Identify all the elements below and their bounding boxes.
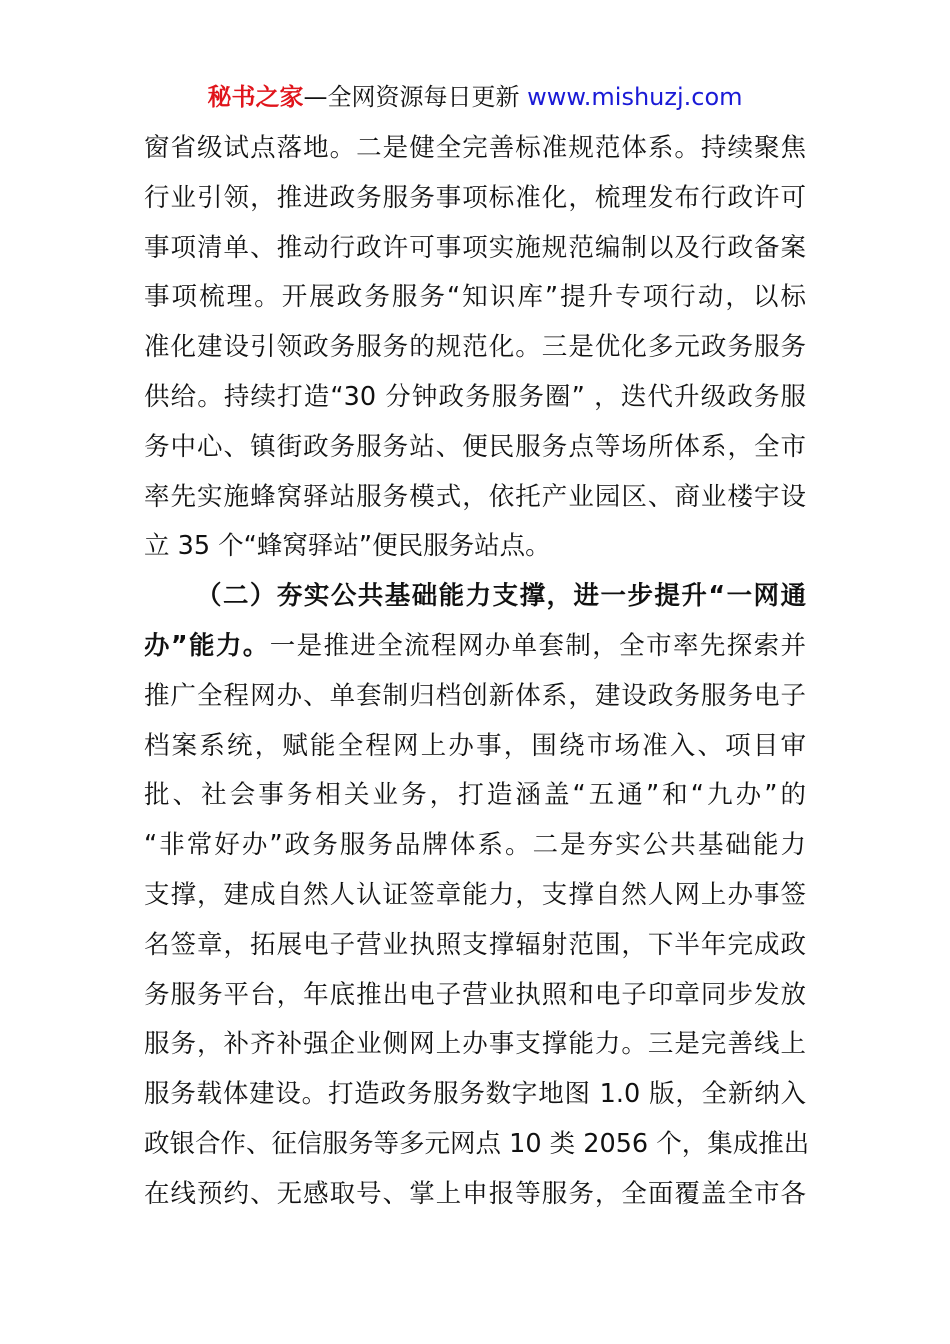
text-line: “非常好办”政务服务品牌体系。二是夯实公共基础能力 <box>144 830 806 861</box>
text-line: 支撑，建成自然人认证签章能力，支撑自然人网上办事签 <box>144 879 806 910</box>
text-line: 供给。持续打造“30 分钟政务服务圈” ，迭代升级政务服 <box>144 381 806 412</box>
document-body <box>144 124 810 1220</box>
text-line: 率先实施蜂窝驿站服务模式，依托产业园区、商业楼宇设 <box>144 481 806 512</box>
site-tagline: —全网资源每日更新 <box>303 83 528 111</box>
site-url-link[interactable]: www.mishuzj.com <box>527 83 743 111</box>
section-heading-continued: 办”能力。 <box>144 630 270 661</box>
site-brand: 秘书之家 <box>207 83 304 111</box>
text-line: 服务，补齐补强企业侧网上办事支撑能力。三是完善线上 <box>144 1029 806 1060</box>
text-line: 事项梳理。开展政务服务“知识库”提升专项行动，以标 <box>144 282 806 313</box>
text-line: 务中心、镇街政务服务站、便民服务点等场所体系，全市 <box>144 431 806 462</box>
paragraph-2 <box>144 572 810 1219</box>
text-line: 立 35 个“蜂窝驿站”便民服务站点。 <box>144 531 551 562</box>
text-line: 在线预约、无感取号、掌上申报等服务，全面覆盖全市各 <box>144 1178 806 1209</box>
text-line-rest: 一是推进全流程网办单套制，全市率先探索并 <box>269 630 806 661</box>
paragraph-1 <box>144 124 806 572</box>
text-line: 准化建设引领政务服务的规范化。三是优化多元政务服务 <box>144 332 806 363</box>
text-line: 推广全程网办、单套制归档创新体系，建设政务服务电子 <box>144 680 806 711</box>
text-line: 窗省级试点落地。二是健全完善标准规范体系。持续聚焦 <box>144 133 806 163</box>
text-line: 服务载体建设。打造政务服务数字地图 1.0 版，全新纳入 <box>144 1079 806 1110</box>
text-line: 行业引领，推进政务服务事项标准化，梳理发布行政许可 <box>144 182 806 213</box>
text-line: 事项清单、推动行政许可事项实施规范编制以及行政备案 <box>144 232 806 263</box>
text-line: 档案系统，赋能全程网上办事，围绕市场准入、项目审 <box>144 730 806 761</box>
section-heading: （二）夯实公共基础能力支撑，进一步提升“一网通 <box>196 581 806 612</box>
text-line: 批、社会事务相关业务，打造涵盖“五通”和“九办”的 <box>144 780 806 811</box>
page-header <box>0 80 950 114</box>
text-line: 务服务平台，年底推出电子营业执照和电子印章同步发放 <box>144 979 806 1010</box>
text-line: 政银合作、征信服务等多元网点 10 类 2056 个，集成推出 <box>144 1128 810 1159</box>
text-line <box>144 622 806 672</box>
text-line: 名签章，拓展电子营业执照支撑辐射范围，下半年完成政 <box>144 929 806 960</box>
